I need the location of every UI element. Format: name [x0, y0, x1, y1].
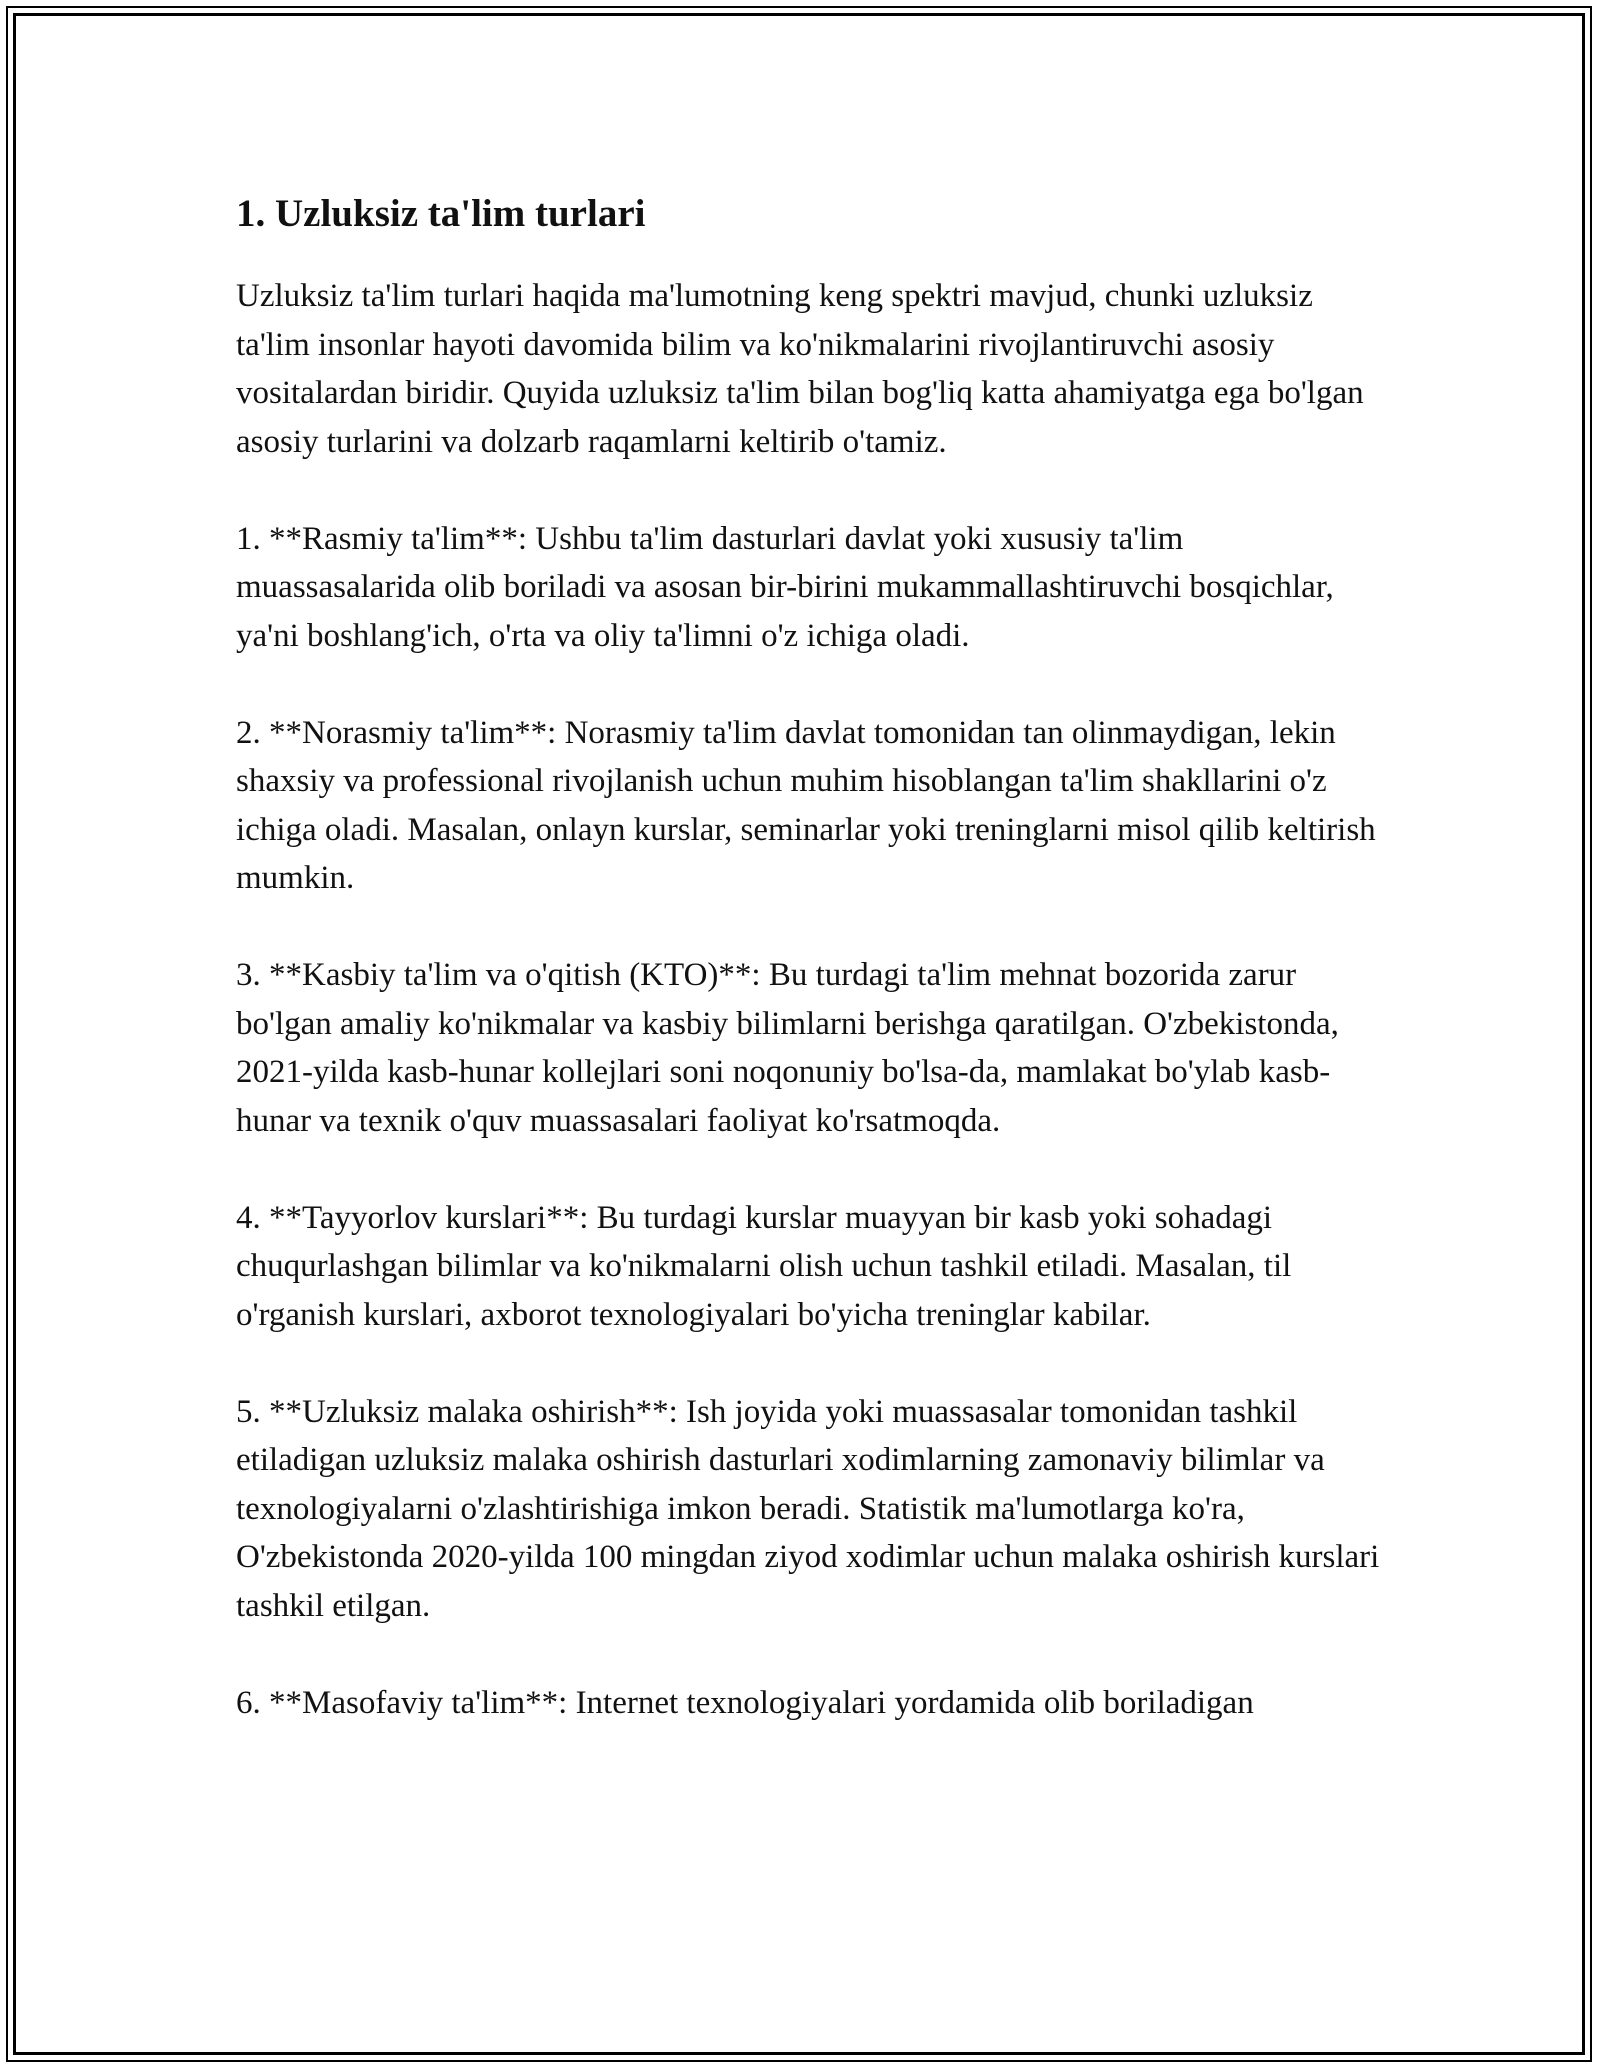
- list-item-preparatory-courses: 4. **Tayyorlov kurslari**: Bu turdagi kurslar muayyan bir kasb yoki sohadagi chuqurlashgan bilimlar va ko'nikmalarni olish uchun tashkil etiladi. Masalan, til o'rganish kurslari, axborot texnologiyalari bo'yicha treninglar kabilar.: [236, 1199, 1292, 1333]
- list-item-vocational-education: 3. **Kasbiy ta'lim va o'qitish (KTO)**: Bu turdagi ta'lim mehnat bozorida zarur bo'lgan amaliy ko'nikmalar va kasbiy bilimlarni berishga qaratilgan. O'zbekistonda, 2021-yilda kasb-hunar kollejlari soni noqonuniy bo'lsa-da, mamlakat bo'ylab kasb-hunar va texnik o'quv muassasalari faoliyat ko'rsatmoqda.: [236, 957, 1339, 1139]
- list-item-continuous-training: 5. **Uzluksiz malaka oshirish**: Ish joyida yoki muassasalar tomonidan tashkil etiladigan uzluksiz malaka oshirish dasturlari xodimlarning zamonaviy bilimlar va texnologiyalarni o'zlashtirishiga imkon beradi. Statistik ma'lumotlarga ko'ra, O'zbekistonda 2020-yilda 100 mingdan ziyod xodimlar uchun malaka oshirish kurslari tashkil etilgan.: [236, 1393, 1380, 1624]
- document-body: [236, 186, 1386, 1776]
- intro-paragraph: Uzluksiz ta'lim turlari haqida ma'lumotning keng spektri mavjud, chunki uzluksiz ta'lim insonlar hayoti davomida bilim va ko'nikmalarini rivojlantiruvchi asosiy vositalardan biridir. Quyida uzluksiz ta'lim bilan bog'liq katta ahamiyatga ega bo'lgan asosiy turlarini va dolzarb raqamlarni keltirib o'tamiz.: [236, 278, 1364, 460]
- list-item-informal-education: 2. **Norasmiy ta'lim**: Norasmiy ta'lim davlat tomonidan tan olinmaydigan, lekin shaxsiy va professional rivojlanish uchun muhim hisoblangan ta'lim shakllarini o'z ichiga oladi. Masalan, onlayn kurslar, seminarlar yoki treninglarni misol qilib keltirish mumkin.: [236, 714, 1376, 896]
- list-item-formal-education: 1. **Rasmiy ta'lim**: Ushbu ta'lim dasturlari davlat yoki xususiy ta'lim muassasalarida olib boriladi va asosan bir-birini mukammallashtiruvchi bosqichlar, ya'ni boshlang'ich, o'rta va oliy ta'limni o'z ichiga oladi.: [236, 520, 1334, 654]
- section-heading: 1. Uzluksiz ta'lim turlari: [236, 192, 646, 235]
- list-item-distance-learning: 6. **Masofaviy ta'lim**: Internet texnologiyalari yordamida olib boriladigan: [236, 1684, 1254, 1721]
